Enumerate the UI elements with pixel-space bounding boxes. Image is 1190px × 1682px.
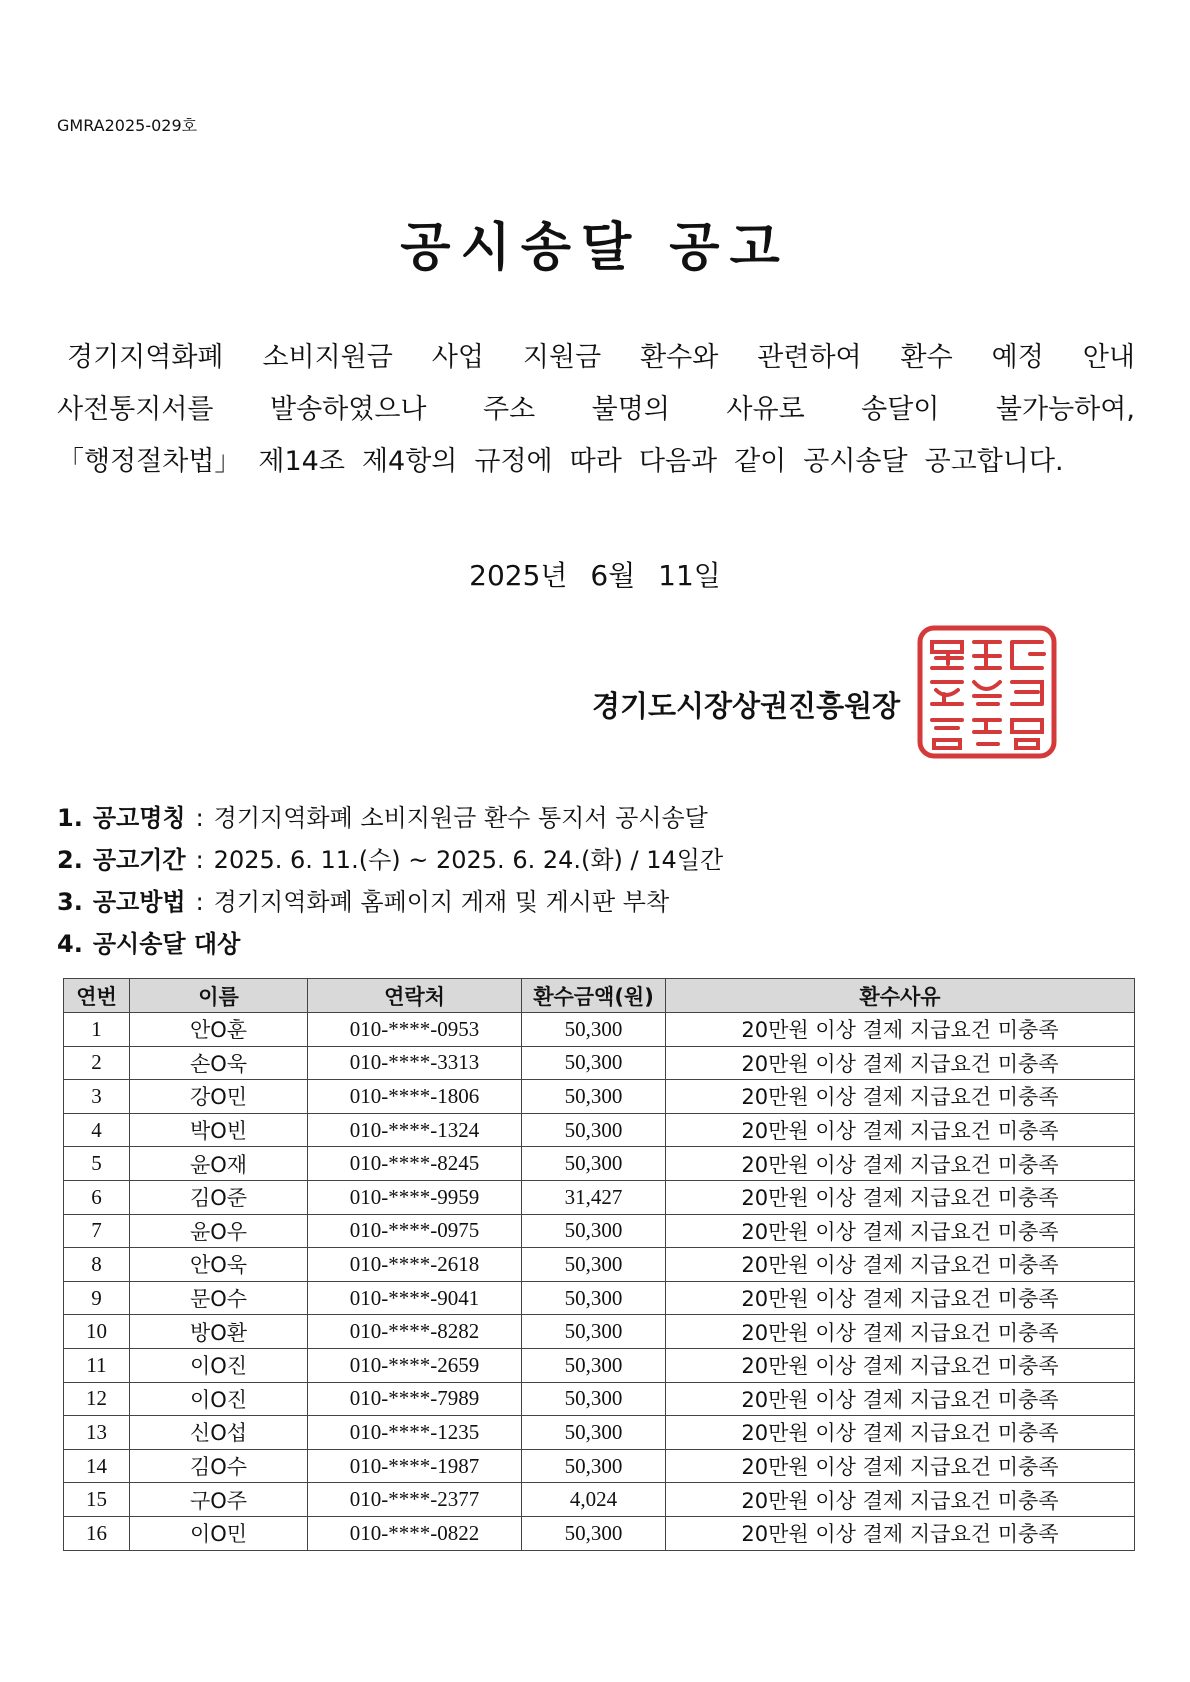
cell-amount: 50,300 <box>522 1080 666 1114</box>
cell-reason: 20만원 이상 결제 지급요건 미충족 <box>666 1046 1135 1080</box>
cell-reason: 20만원 이상 결제 지급요건 미충족 <box>666 1080 1135 1114</box>
column-header: 연락처 <box>308 979 522 1013</box>
cell-contact: 010-****-2659 <box>308 1348 522 1382</box>
notice-items <box>57 797 723 965</box>
body-line <box>57 332 1135 384</box>
cell-reason: 20만원 이상 결제 지급요건 미충족 <box>666 1348 1135 1382</box>
table-row <box>64 1214 1135 1248</box>
cell-row-number: 8 <box>64 1248 130 1282</box>
page-title: 공시송달 공고 <box>400 218 790 278</box>
cell-reason: 20만원 이상 결제 지급요건 미충족 <box>666 1180 1135 1214</box>
table-row <box>64 1013 1135 1047</box>
table-row <box>64 1180 1135 1214</box>
cell-contact: 010-****-9041 <box>308 1281 522 1315</box>
cell-reason: 20만원 이상 결제 지급요건 미충족 <box>666 1449 1135 1483</box>
cell-amount: 50,300 <box>522 1382 666 1416</box>
body-word: 발송하였으나 <box>270 394 427 425</box>
body-word: 환수와 <box>640 342 719 373</box>
targets-table <box>63 978 1135 1551</box>
cell-row-number: 9 <box>64 1281 130 1315</box>
body-word: 같이 <box>734 446 787 477</box>
body-word: 규정에 <box>474 446 553 477</box>
table-row <box>64 1281 1135 1315</box>
cell-contact: 010-****-0975 <box>308 1214 522 1248</box>
cell-contact: 010-****-1987 <box>308 1449 522 1483</box>
cell-amount: 50,300 <box>522 1248 666 1282</box>
notice-item: 4. 공시송달 대상 <box>57 930 241 958</box>
cell-name: 손O욱 <box>130 1046 308 1080</box>
cell-contact: 010-****-7989 <box>308 1382 522 1416</box>
table-row <box>64 1416 1135 1450</box>
document-number: GMRA2025-029호 <box>57 116 198 135</box>
cell-amount: 50,300 <box>522 1348 666 1382</box>
cell-amount: 50,300 <box>522 1147 666 1181</box>
cell-reason: 20만원 이상 결제 지급요건 미충족 <box>666 1315 1135 1349</box>
cell-amount: 50,300 <box>522 1046 666 1080</box>
cell-amount: 50,300 <box>522 1113 666 1147</box>
cell-name: 이O민 <box>130 1516 308 1550</box>
cell-reason: 20만원 이상 결제 지급요건 미충족 <box>666 1113 1135 1147</box>
notice-item: 3. 공고방법 : 경기지역화폐 홈페이지 게재 및 게시판 부착 <box>57 888 670 916</box>
cell-reason: 20만원 이상 결제 지급요건 미충족 <box>666 1248 1135 1282</box>
cell-amount: 50,300 <box>522 1449 666 1483</box>
cell-name: 강O민 <box>130 1080 308 1114</box>
cell-amount: 50,300 <box>522 1416 666 1450</box>
cell-row-number: 13 <box>64 1416 130 1450</box>
table-row <box>64 1516 1135 1550</box>
body-word: 다음과 <box>638 446 718 477</box>
cell-amount: 50,300 <box>522 1516 666 1550</box>
cell-contact: 010-****-8245 <box>308 1147 522 1181</box>
cell-name: 윤O재 <box>130 1147 308 1181</box>
cell-row-number: 2 <box>64 1046 130 1080</box>
cell-row-number: 11 <box>64 1348 130 1382</box>
notice-item: 2. 공고기간 : 2025. 6. 11.(수) ~ 2025. 6. 24.(화) / 14일간 <box>57 846 724 874</box>
cell-row-number: 16 <box>64 1516 130 1550</box>
cell-amount: 50,300 <box>522 1214 666 1248</box>
cell-reason: 20만원 이상 결제 지급요건 미충족 <box>666 1281 1135 1315</box>
cell-row-number: 3 <box>64 1080 130 1114</box>
body-word: 송달이 <box>861 394 940 425</box>
cell-row-number: 12 <box>64 1382 130 1416</box>
table-row <box>64 1147 1135 1181</box>
cell-name: 안O훈 <box>130 1013 308 1047</box>
cell-contact: 010-****-2618 <box>308 1248 522 1282</box>
cell-amount: 31,427 <box>522 1180 666 1214</box>
issuer-name: 경기도시장상권진흥원장 <box>592 689 901 723</box>
table-row <box>64 1483 1135 1517</box>
cell-amount: 50,300 <box>522 1315 666 1349</box>
column-header: 환수금액(원) <box>522 979 666 1013</box>
cell-amount: 50,300 <box>522 1013 666 1047</box>
cell-name: 문O수 <box>130 1281 308 1315</box>
cell-contact: 010-****-2377 <box>308 1483 522 1517</box>
cell-name: 김O준 <box>130 1180 308 1214</box>
body-word: 불명의 <box>591 394 670 425</box>
cell-reason: 20만원 이상 결제 지급요건 미충족 <box>666 1147 1135 1181</box>
cell-contact: 010-****-0953 <box>308 1013 522 1047</box>
cell-contact: 010-****-1324 <box>308 1113 522 1147</box>
table-header-row <box>64 979 1135 1013</box>
body-word: 지원금 <box>522 342 602 373</box>
cell-name: 구O주 <box>130 1483 308 1517</box>
cell-contact: 010-****-0822 <box>308 1516 522 1550</box>
body-line <box>57 436 1135 488</box>
body-word: 불가능하여, <box>995 394 1135 425</box>
body-word: 소비지원금 <box>262 342 393 373</box>
cell-name: 신O섭 <box>130 1416 308 1450</box>
table-row <box>64 1248 1135 1282</box>
cell-reason: 20만원 이상 결제 지급요건 미충족 <box>666 1483 1135 1517</box>
cell-row-number: 4 <box>64 1113 130 1147</box>
cell-name: 이O진 <box>130 1348 308 1382</box>
cell-reason: 20만원 이상 결제 지급요건 미충족 <box>666 1013 1135 1047</box>
cell-reason: 20만원 이상 결제 지급요건 미충족 <box>666 1382 1135 1416</box>
cell-name: 방O환 <box>130 1315 308 1349</box>
body-word: 「행정절차법」 <box>57 446 242 477</box>
body-word: 제4항의 <box>361 446 458 477</box>
body-word: 따라 <box>569 446 622 477</box>
cell-contact: 010-****-1235 <box>308 1416 522 1450</box>
cell-contact: 010-****-9959 <box>308 1180 522 1214</box>
cell-row-number: 1 <box>64 1013 130 1047</box>
cell-amount: 50,300 <box>522 1281 666 1315</box>
cell-contact: 010-****-8282 <box>308 1315 522 1349</box>
table-row <box>64 1348 1135 1382</box>
cell-name: 안O욱 <box>130 1248 308 1282</box>
body-line <box>57 384 1135 436</box>
notice-item: 1. 공고명칭 : 경기지역화폐 소비지원금 환수 통지서 공시송달 <box>57 804 708 832</box>
cell-row-number: 10 <box>64 1315 130 1349</box>
cell-reason: 20만원 이상 결제 지급요건 미충족 <box>666 1516 1135 1550</box>
table-row <box>64 1382 1135 1416</box>
body-word: 사전통지서를 <box>57 394 214 425</box>
table-row <box>64 1046 1135 1080</box>
cell-amount: 4,024 <box>522 1483 666 1517</box>
cell-reason: 20만원 이상 결제 지급요건 미충족 <box>666 1214 1135 1248</box>
cell-contact: 010-****-3313 <box>308 1046 522 1080</box>
body-word: 주소 <box>483 394 536 425</box>
body-word: 안내 <box>1082 342 1135 373</box>
cell-contact: 010-****-1806 <box>308 1080 522 1114</box>
body-word: 공고합니다. <box>924 446 1064 477</box>
cell-reason: 20만원 이상 결제 지급요건 미충족 <box>666 1416 1135 1450</box>
cell-row-number: 14 <box>64 1449 130 1483</box>
notice-body <box>57 332 1135 488</box>
body-word: 사유로 <box>726 394 805 425</box>
table-row <box>64 1315 1135 1349</box>
body-word: 제14조 <box>258 446 345 477</box>
column-header: 이름 <box>130 979 308 1013</box>
body-word: 사업 <box>431 342 484 373</box>
body-word: 예정 <box>991 342 1044 373</box>
cell-name: 윤O우 <box>130 1214 308 1248</box>
cell-row-number: 15 <box>64 1483 130 1517</box>
body-word: 경기지역화폐 <box>67 342 224 373</box>
notice-date: 2025년 6월 11일 <box>469 559 721 592</box>
body-word: 관련하여 <box>757 342 862 373</box>
official-seal-icon <box>916 624 1058 760</box>
column-header: 연번 <box>64 979 130 1013</box>
table-row <box>64 1113 1135 1147</box>
table-row <box>64 1080 1135 1114</box>
cell-name: 이O진 <box>130 1382 308 1416</box>
table-row <box>64 1449 1135 1483</box>
body-word: 환수 <box>900 342 953 373</box>
cell-row-number: 6 <box>64 1180 130 1214</box>
column-header: 환수사유 <box>666 979 1135 1013</box>
cell-name: 박O빈 <box>130 1113 308 1147</box>
cell-row-number: 7 <box>64 1214 130 1248</box>
table-body <box>64 1013 1135 1551</box>
cell-row-number: 5 <box>64 1147 130 1181</box>
body-word: 공시송달 <box>803 446 908 477</box>
cell-name: 김O수 <box>130 1449 308 1483</box>
